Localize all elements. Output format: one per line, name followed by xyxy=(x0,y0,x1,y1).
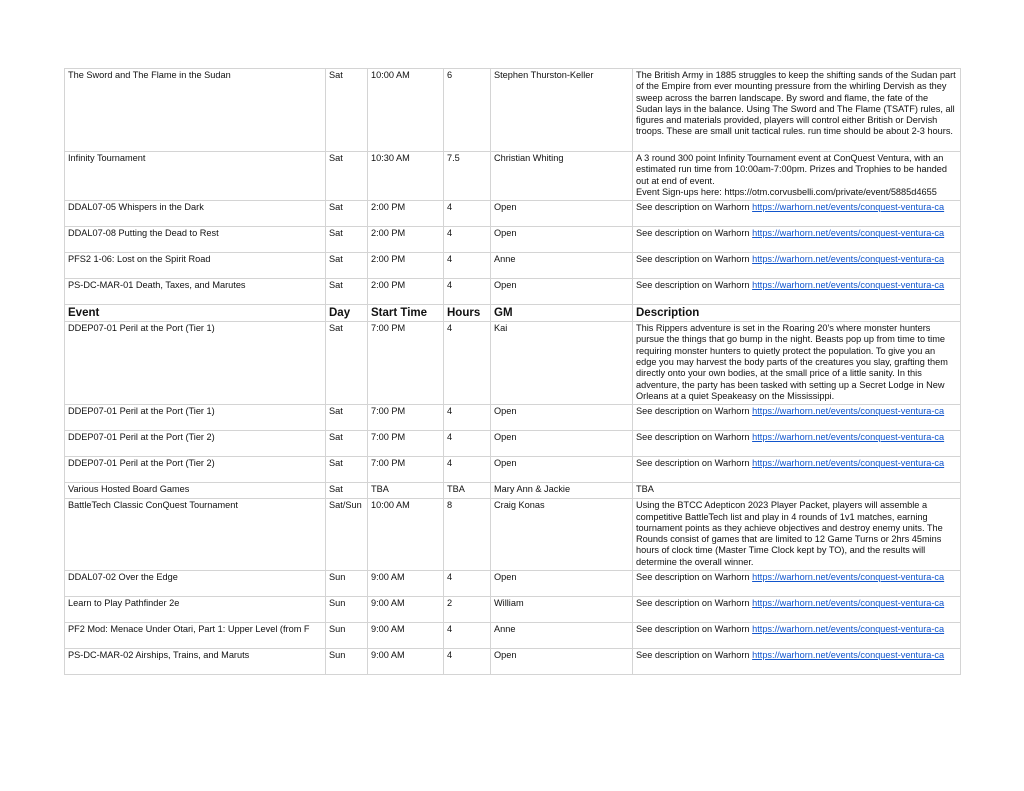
hours-cell: 4 xyxy=(444,457,491,483)
warhorn-link[interactable]: https://warhorn.net/events/conquest-ventura-ca xyxy=(752,202,945,213)
table-row xyxy=(65,322,961,405)
header-row xyxy=(65,305,961,322)
hours-cell: TBA xyxy=(444,483,491,499)
event-cell: Various Hosted Board Games xyxy=(65,483,326,499)
gm-cell: Open xyxy=(491,405,633,431)
gm-cell: Open xyxy=(491,279,633,305)
start-time-cell: 9:00 AM xyxy=(368,623,444,649)
table-row xyxy=(65,69,961,152)
day-cell: Sun xyxy=(326,623,368,649)
start-time-cell: 9:00 AM xyxy=(368,649,444,675)
event-cell: PS-DC-MAR-01 Death, Taxes, and Marutes xyxy=(65,279,326,305)
warhorn-link[interactable]: https://warhorn.net/events/conquest-ventura-ca xyxy=(752,406,945,417)
description-cell xyxy=(633,405,961,431)
table-row xyxy=(65,649,961,675)
gm-cell: Anne xyxy=(491,623,633,649)
event-cell: PFS2 1-06: Lost on the Spirit Road xyxy=(65,253,326,279)
day-cell: Sun xyxy=(326,649,368,675)
warhorn-prefix: See description on Warhorn xyxy=(636,458,753,469)
event-cell: The Sword and The Flame in the Sudan xyxy=(65,69,326,152)
start-time-cell: 10:00 AM xyxy=(368,69,444,152)
warhorn-link[interactable]: https://warhorn.net/events/conquest-ventura-ca xyxy=(752,432,945,443)
table-row xyxy=(65,499,961,571)
warhorn-prefix: See description on Warhorn xyxy=(636,228,753,239)
description-cell: TBA xyxy=(633,483,961,499)
warhorn-prefix: See description on Warhorn xyxy=(636,432,753,443)
day-cell: Sat xyxy=(326,227,368,253)
day-cell: Sat xyxy=(326,201,368,227)
description-cell xyxy=(633,201,961,227)
warhorn-link[interactable]: https://warhorn.net/events/conquest-ventura-ca xyxy=(752,458,945,469)
description-cell xyxy=(633,253,961,279)
event-cell: DDEP07-01 Peril at the Port (Tier 1) xyxy=(65,405,326,431)
event-cell: DDEP07-01 Peril at the Port (Tier 2) xyxy=(65,457,326,483)
start-time-cell: 10:30 AM xyxy=(368,152,444,201)
warhorn-prefix: See description on Warhorn xyxy=(636,598,753,609)
table-row xyxy=(65,431,961,457)
description-cell xyxy=(633,279,961,305)
hours-cell: 4 xyxy=(444,322,491,405)
hours-cell: 7.5 xyxy=(444,152,491,201)
table-row xyxy=(65,227,961,253)
event-cell: PF2 Mod: Menace Under Otari, Part 1: Upper Level (from F xyxy=(65,623,326,649)
start-time-cell: 9:00 AM xyxy=(368,571,444,597)
start-time-cell: 2:00 PM xyxy=(368,253,444,279)
table-row xyxy=(65,457,961,483)
hours-cell: 6 xyxy=(444,69,491,152)
start-time-cell: 2:00 PM xyxy=(368,279,444,305)
gm-cell: Open xyxy=(491,227,633,253)
gm-cell: Craig Konas xyxy=(491,499,633,571)
description-cell xyxy=(633,623,961,649)
warhorn-link[interactable]: https://warhorn.net/events/conquest-ventura-ca xyxy=(752,572,945,583)
gm-cell: Open xyxy=(491,649,633,675)
warhorn-prefix: See description on Warhorn xyxy=(636,572,753,583)
warhorn-link[interactable]: https://warhorn.net/events/conquest-ventura-ca xyxy=(752,598,945,609)
event-cell: DDAL07-08 Putting the Dead to Rest xyxy=(65,227,326,253)
day-cell: Sat xyxy=(326,431,368,457)
gm-cell: Open xyxy=(491,571,633,597)
start-time-cell: 9:00 AM xyxy=(368,597,444,623)
warhorn-link[interactable]: https://warhorn.net/events/conquest-ventura-ca xyxy=(752,254,945,265)
hours-cell: 4 xyxy=(444,623,491,649)
day-cell: Sat xyxy=(326,253,368,279)
gm-cell: Anne xyxy=(491,253,633,279)
description-cell xyxy=(633,457,961,483)
start-time-cell: 7:00 PM xyxy=(368,322,444,405)
day-cell: Sat/Sun xyxy=(326,499,368,571)
day-cell: Sat xyxy=(326,279,368,305)
gm-cell: William xyxy=(491,597,633,623)
hours-cell: 4 xyxy=(444,253,491,279)
gm-cell: Christian Whiting xyxy=(491,152,633,201)
header-event: Event xyxy=(65,305,326,322)
warhorn-link[interactable]: https://warhorn.net/events/conquest-ventura-ca xyxy=(752,228,945,239)
start-time-cell: 7:00 PM xyxy=(368,457,444,483)
description-cell xyxy=(633,431,961,457)
warhorn-prefix: See description on Warhorn xyxy=(636,624,753,635)
day-cell: Sat xyxy=(326,457,368,483)
warhorn-prefix: See description on Warhorn xyxy=(636,202,753,213)
day-cell: Sun xyxy=(326,571,368,597)
description-cell xyxy=(633,152,961,201)
table-row xyxy=(65,152,961,201)
hours-cell: 4 xyxy=(444,571,491,597)
description-cell: This Rippers adventure is set in the Roaring 20's where monster hunters pursue the things that go bump in the night. Beasts pop up from time to time requiring monster hunters to quietly protect the population. To give you an edge you may harvest the body parts of the creatures you slay, grafting them directly onto your own bodies, at the small price of a little sanity. In this adventure, the party has been tasked with setting up a Secret Lodge in New Orleans at a quiet Speakeasy on the Mississippi. xyxy=(633,322,961,405)
gm-cell: Open xyxy=(491,201,633,227)
day-cell: Sat xyxy=(326,69,368,152)
event-cell: DDAL07-05 Whispers in the Dark xyxy=(65,201,326,227)
table-row xyxy=(65,201,961,227)
hours-cell: 4 xyxy=(444,405,491,431)
day-cell: Sun xyxy=(326,597,368,623)
hours-cell: 4 xyxy=(444,649,491,675)
warhorn-prefix: See description on Warhorn xyxy=(636,650,753,661)
start-time-cell: 7:00 PM xyxy=(368,431,444,457)
gm-cell: Stephen Thurston-Keller xyxy=(491,69,633,152)
start-time-cell: 10:00 AM xyxy=(368,499,444,571)
event-cell: BattleTech Classic ConQuest Tournament xyxy=(65,499,326,571)
warhorn-link[interactable]: https://warhorn.net/events/conquest-ventura-ca xyxy=(752,280,945,291)
warhorn-prefix: See description on Warhorn xyxy=(636,280,753,291)
header-day: Day xyxy=(326,305,368,322)
event-cell: PS-DC-MAR-02 Airships, Trains, and Maruts xyxy=(65,649,326,675)
description-cell xyxy=(633,649,961,675)
warhorn-prefix: See description on Warhorn xyxy=(636,254,753,265)
gm-cell: Open xyxy=(491,431,633,457)
header-description: Description xyxy=(633,305,961,322)
event-cell: DDAL07-02 Over the Edge xyxy=(65,571,326,597)
warhorn-link[interactable]: https://warhorn.net/events/conquest-ventura-ca xyxy=(752,624,945,635)
gm-cell: Kai xyxy=(491,322,633,405)
day-cell: Sat xyxy=(326,322,368,405)
event-cell: DDEP07-01 Peril at the Port (Tier 2) xyxy=(65,431,326,457)
start-time-cell: 2:00 PM xyxy=(368,227,444,253)
warhorn-prefix: See description on Warhorn xyxy=(636,406,753,417)
signup-text: Event Sign-ups here: https://otm.corvusbelli.com/private/event/5885d4655 xyxy=(636,186,937,197)
start-time-cell: 7:00 PM xyxy=(368,405,444,431)
hours-cell: 4 xyxy=(444,201,491,227)
table-row xyxy=(65,253,961,279)
description-cell xyxy=(633,227,961,253)
table-row xyxy=(65,571,961,597)
description-cell xyxy=(633,597,961,623)
event-cell: Infinity Tournament xyxy=(65,152,326,201)
hours-cell: 4 xyxy=(444,227,491,253)
description-text: A 3 round 300 point Infinity Tournament event at ConQuest Ventura, with an estimated run time from 10:00am-7:00pm. Prizes and Trophies to be handed out at end of event. xyxy=(636,153,948,186)
description-cell: Using the BTCC Adepticon 2023 Player Packet, players will assemble a competitive BattleTech list and play in 4 rounds of 1v1 matches, earning tournament points as they achieve objectives and destroy enemy units. The Rounds consist of games that are limited to 12 Game Turns or 2hrs 45mins hours of clock time (Master Time Clock kept by TO), and the results will determine the overall winner. xyxy=(633,499,961,571)
warhorn-link[interactable]: https://warhorn.net/events/conquest-ventura-ca xyxy=(752,650,945,661)
description-cell: The British Army in 1885 struggles to keep the shifting sands of the Sudan part of the Empire from ever mounting pressure from the whirling Dervish as they sweep across the barren landscape. By sword and flame, the fate of the Sudan lays in the balance. Using The Sword and The Flame (TSATF) rules, all figures and materials provided, players will control either British or Dervish troops. These are small unit tactical rules. run time should be about 2-3 hours. xyxy=(633,69,961,152)
day-cell: Sat xyxy=(326,405,368,431)
header-gm: GM xyxy=(491,305,633,322)
gm-cell: Open xyxy=(491,457,633,483)
event-cell: Learn to Play Pathfinder 2e xyxy=(65,597,326,623)
hours-cell: 4 xyxy=(444,279,491,305)
table-row xyxy=(65,279,961,305)
gm-cell: Mary Ann & Jackie xyxy=(491,483,633,499)
table-row xyxy=(65,597,961,623)
start-time-cell: 2:00 PM xyxy=(368,201,444,227)
hours-cell: 2 xyxy=(444,597,491,623)
day-cell: Sat xyxy=(326,483,368,499)
day-cell: Sat xyxy=(326,152,368,201)
event-cell: DDEP07-01 Peril at the Port (Tier 1) xyxy=(65,322,326,405)
table-row xyxy=(65,483,961,499)
start-time-cell: TBA xyxy=(368,483,444,499)
table-row xyxy=(65,405,961,431)
schedule-table xyxy=(64,68,961,675)
hours-cell: 4 xyxy=(444,431,491,457)
description-cell xyxy=(633,571,961,597)
header-start-time: Start Time xyxy=(368,305,444,322)
header-hours: Hours xyxy=(444,305,491,322)
table-row xyxy=(65,623,961,649)
hours-cell: 8 xyxy=(444,499,491,571)
